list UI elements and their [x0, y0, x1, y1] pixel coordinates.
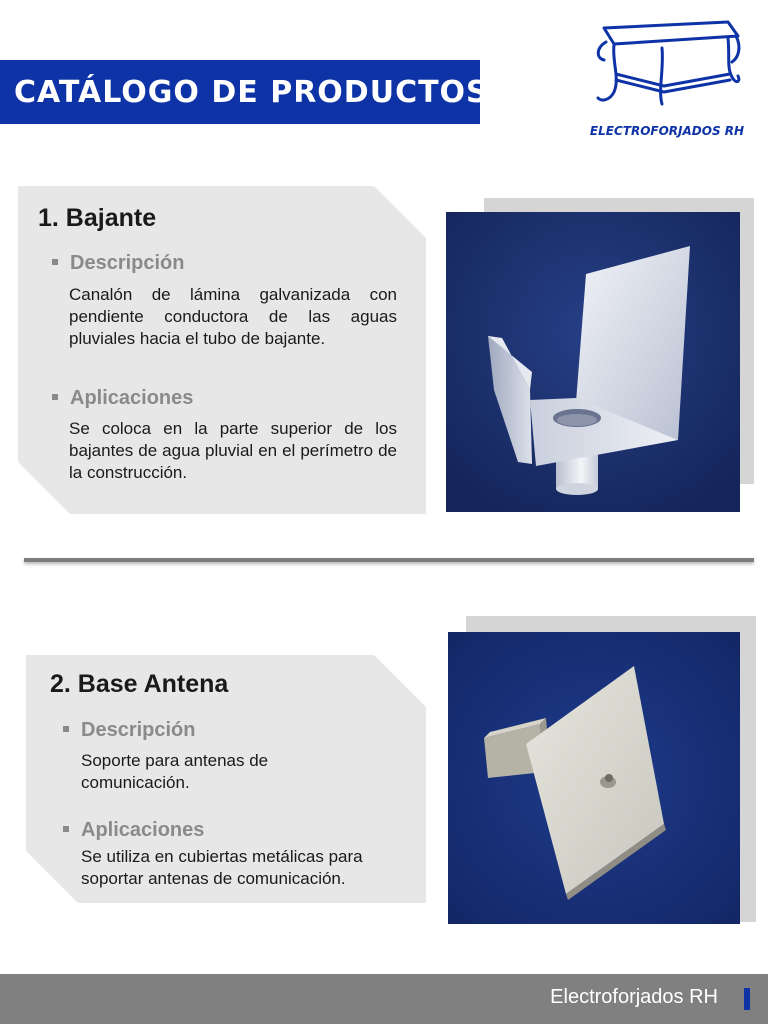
bullet-icon [63, 826, 69, 832]
brand-name: ELECTROFORJADOS RH [589, 124, 745, 138]
footer-brand-text: Electroforjados RH [550, 986, 718, 1008]
page-footer [0, 974, 768, 1024]
product-1-applications-heading: Aplicaciones [52, 387, 193, 410]
bajante-product-image [446, 212, 740, 512]
base-antena-product-image [448, 632, 740, 924]
bullet-icon [52, 394, 58, 400]
section-divider [24, 558, 754, 562]
product-2-applications-heading: Aplicaciones [63, 819, 204, 842]
brand-logo [578, 14, 754, 142]
product-1-title: 1. Bajante [38, 204, 157, 232]
bullet-icon [52, 259, 58, 265]
bullet-icon [63, 726, 69, 732]
catalog-title-banner [0, 60, 489, 124]
table-logo-icon [586, 14, 746, 114]
product-1-description: Canalón de lámina galvanizada con pendiente conductora de las aguas pluviales hacia el tubo de bajante. [69, 285, 397, 348]
product-1-description-heading: Descripción [52, 252, 184, 275]
product-2-title: 2. Base Antena [50, 670, 229, 698]
catalog-title: CATÁLOGO DE PRODUCTOS [14, 74, 489, 110]
product-2-description: Soporte para antenas de comunicación. [81, 751, 269, 792]
product-1-applications: Se coloca en la parte superior de los bajantes de agua pluvial en el perímetro de la construcción. [69, 419, 397, 482]
product-2-applications: Se utiliza en cubiertas metálicas para soportar antenas de comunicación. [81, 847, 363, 888]
product-2-description-heading: Descripción [63, 719, 195, 742]
footer-accent-mark [744, 988, 750, 1010]
